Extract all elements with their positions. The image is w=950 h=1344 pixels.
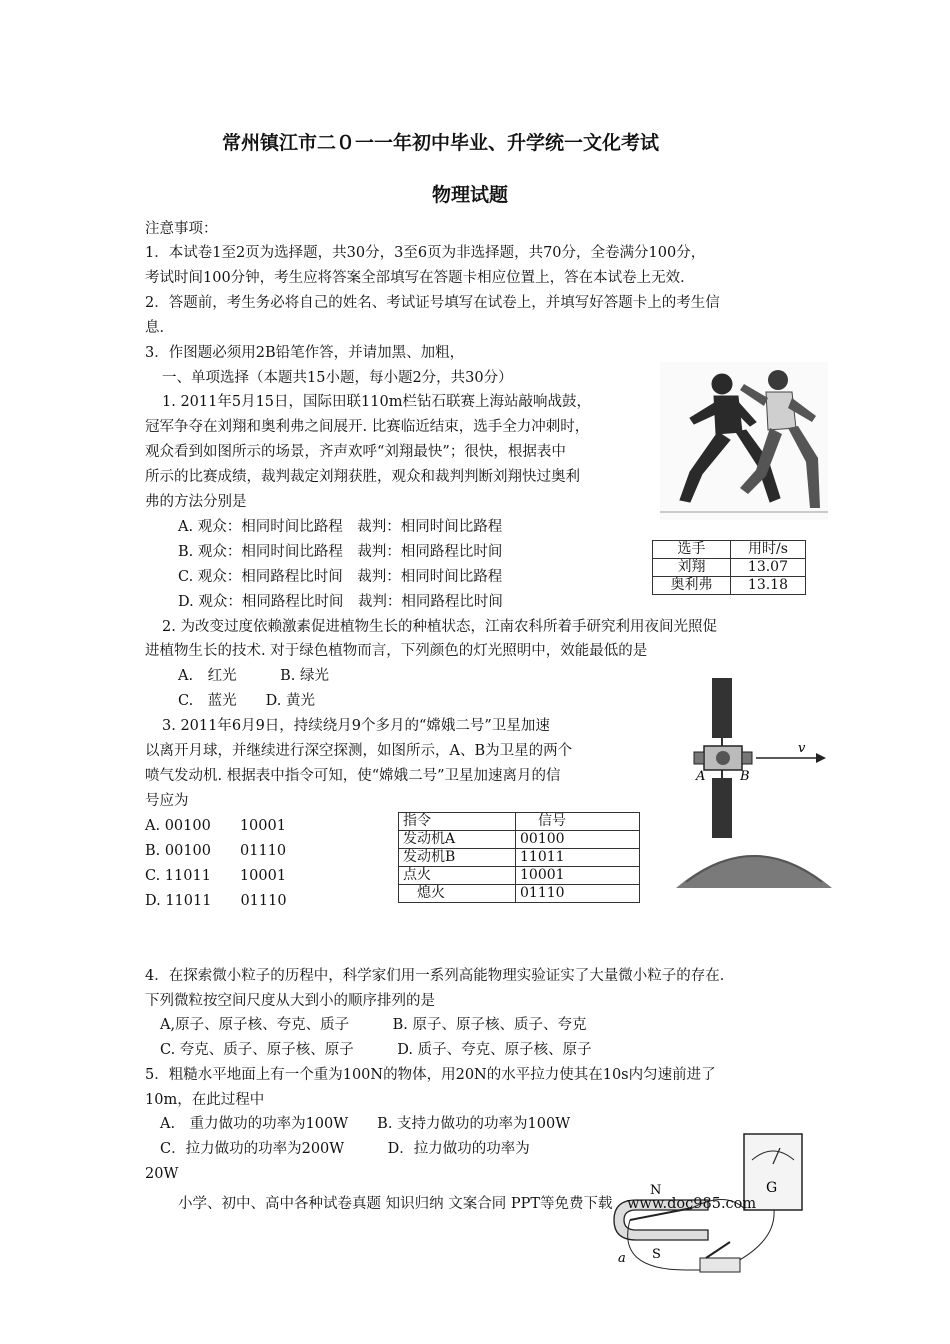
engine-b-label: B (740, 769, 750, 784)
q3-line-2: 以离开月球，并继续进行深空探测，如图所示，A、B为卫星的两个 (145, 743, 573, 759)
table-cell: 熄火 (399, 885, 516, 903)
q4-line-1: 4．在探索微小粒子的历程中，科学家们用一系列高能物理实验证实了大量微小粒子的存在． (145, 968, 735, 984)
q1-line-5: 弗的方法分别是 (145, 494, 247, 510)
table-row (399, 885, 640, 903)
q3-line-1: 3. 2011年6月9日，持续绕月9个多月的“嫦娥二号”卫星加速 (162, 718, 550, 734)
note-1-line-1: 1．本试卷1至2页为选择题，共30分，3至6页为非选择题，共70分，全卷满分100分， (145, 245, 706, 261)
table-header-cell: 指令 (399, 813, 516, 831)
q3-line-3: 喷气发动机. 根据表中指令可知，使“嫦娥二号”卫星加速离月的信 (145, 768, 561, 784)
runners-illustration (660, 362, 828, 520)
q1-line-1: 1. 2011年5月15日，国际田联110m栏钻石联赛上海站敲响战鼓， (162, 394, 591, 410)
q5-options-cd: C．拉力做功的功率为200W D．拉力做功的功率为 (160, 1141, 530, 1157)
switch-base (700, 1258, 740, 1272)
table-cell: 13.18 (730, 577, 805, 595)
q1-option-c: C. 观众：相同路程比时间 裁判：相同时间比路程 (178, 569, 503, 585)
engine-b (742, 752, 752, 764)
note-2-line-2: 息． (145, 320, 174, 336)
table-cell: 发动机B (399, 849, 516, 867)
q4-options-cd: C. 夸克、质子、原子核、原子 D. 质子、夸克、原子核、原子 (160, 1042, 592, 1058)
table-header-cell: 信号 (516, 813, 640, 831)
page-subtitle: 物理试题 (432, 184, 509, 206)
conductor-label: a (618, 1251, 626, 1266)
q1-line-2: 冠军争夺在刘翔和奥利弗之间展开. 比赛临近结束，选手全力冲刺时， (145, 419, 590, 435)
q4-options-ab: A,原子、原子核、夸克、质子 B. 原子、原子核、质子、夸克 (160, 1017, 587, 1033)
q3-command-table (398, 812, 640, 903)
table-cell: 发动机A (399, 831, 516, 849)
magnet-south-label: S (652, 1247, 661, 1262)
magnet-north-label: N (650, 1183, 662, 1198)
note-1-line-2: 考试时间100分钟，考生应将答案全部填写在答题卡相应位置上，答在本试卷上无效． (145, 270, 695, 286)
table-row (653, 559, 806, 577)
satellite-illustration (676, 672, 832, 888)
solar-panel-top (712, 678, 732, 738)
q2-line-2: 进植物生长的技术. 对于绿色植物而言，下列颜色的灯光照明中，效能最低的是 (145, 643, 648, 659)
solar-panel-bottom (712, 778, 732, 838)
q2-line-1: 2. 为改变过度依赖激素促进植物生长的种植状态，江南农科所着手研究利用夜间光照促 (162, 619, 717, 635)
q4-line-2: 下列微粒按空间尺度从大到小的顺序排列的是 (145, 993, 435, 1009)
page-footer: 小学、初中、高中各种试卷真题 知识归纳 文案合同 PPT等免费下载 www.doc985.com (178, 1196, 757, 1212)
page-title: 常州镇江市二０一一年初中毕业、升学统一文化考试 (222, 132, 660, 154)
engine-a-label: A (696, 769, 706, 784)
velocity-label: v (798, 741, 806, 756)
note-3: 3．作图题必须用2B铅笔作答，并请加黑、加粗， (145, 345, 465, 361)
table-row (653, 541, 806, 559)
q1-results-table (652, 540, 806, 595)
q1-option-d: D. 观众：相同路程比时间 裁判：相同路程比时间 (178, 594, 503, 610)
engine-a (694, 752, 704, 764)
table-cell: 点火 (399, 867, 516, 885)
q3-option-d: D. 11011 01110 (145, 893, 287, 909)
q1-line-3: 观众看到如图所示的场景，齐声欢呼“刘翔最快”；很快，根据表中 (145, 444, 566, 460)
table-cell: 00100 (516, 831, 640, 849)
table-row (399, 849, 640, 867)
table-header-cell: 用时/s (730, 541, 805, 559)
notes-heading: 注意事项： (145, 221, 218, 237)
q1-option-a: A. 观众：相同时间比路程 裁判：相同时间比路程 (178, 519, 503, 535)
moon-surface (676, 855, 832, 888)
note-2-line-1: 2．答题前，考生务必将自己的姓名、考试证号填写在试卷上，并填写好答题卡上的考生信 (145, 295, 720, 311)
q5-options-ab: A. 重力做功的功率为100W B. 支持力做功的功率为100W (160, 1116, 571, 1132)
q3-line-4: 号应为 (145, 793, 189, 809)
table-cell: 13.07 (730, 559, 805, 577)
table-row (399, 813, 640, 831)
galvanometer-label: G (766, 1180, 778, 1196)
table-row (399, 867, 640, 885)
q1-option-b: B. 观众：相同时间比路程 裁判：相同路程比时间 (178, 544, 503, 560)
table-row (653, 577, 806, 595)
q2-options-ab: A. 红光 B. 绿光 (178, 668, 329, 684)
table-cell: 10001 (516, 867, 640, 885)
q3-option-a: A. 00100 10001 (145, 818, 286, 834)
q2-options-cd: C. 蓝光 D. 黄光 (178, 693, 316, 709)
q3-option-c: C. 11011 10001 (145, 868, 287, 884)
table-cell: 01110 (516, 885, 640, 903)
table-cell: 11011 (516, 849, 640, 867)
table-cell: 刘翔 (653, 559, 731, 577)
section-heading: 一、单项选择（本题共15小题，每小题2分，共30分） (162, 370, 513, 386)
table-row (399, 831, 640, 849)
q5-option-d-continued: 20W (145, 1166, 179, 1182)
switch-lever (706, 1242, 730, 1258)
table-header-cell: 选手 (653, 541, 731, 559)
q5-line-2: 10m，在此过程中 (145, 1092, 265, 1108)
q5-line-1: 5．粗糙水平地面上有一个重为100N的物体，用20N的水平拉力使其在10s内匀速前进了 (145, 1067, 716, 1083)
q1-line-4: 所示的比赛成绩，裁判裁定刘翔获胜，观众和裁判判断刘翔快过奥利 (145, 469, 580, 485)
q3-option-b: B. 00100 01110 (145, 843, 287, 859)
table-cell: 奥利弗 (653, 577, 731, 595)
